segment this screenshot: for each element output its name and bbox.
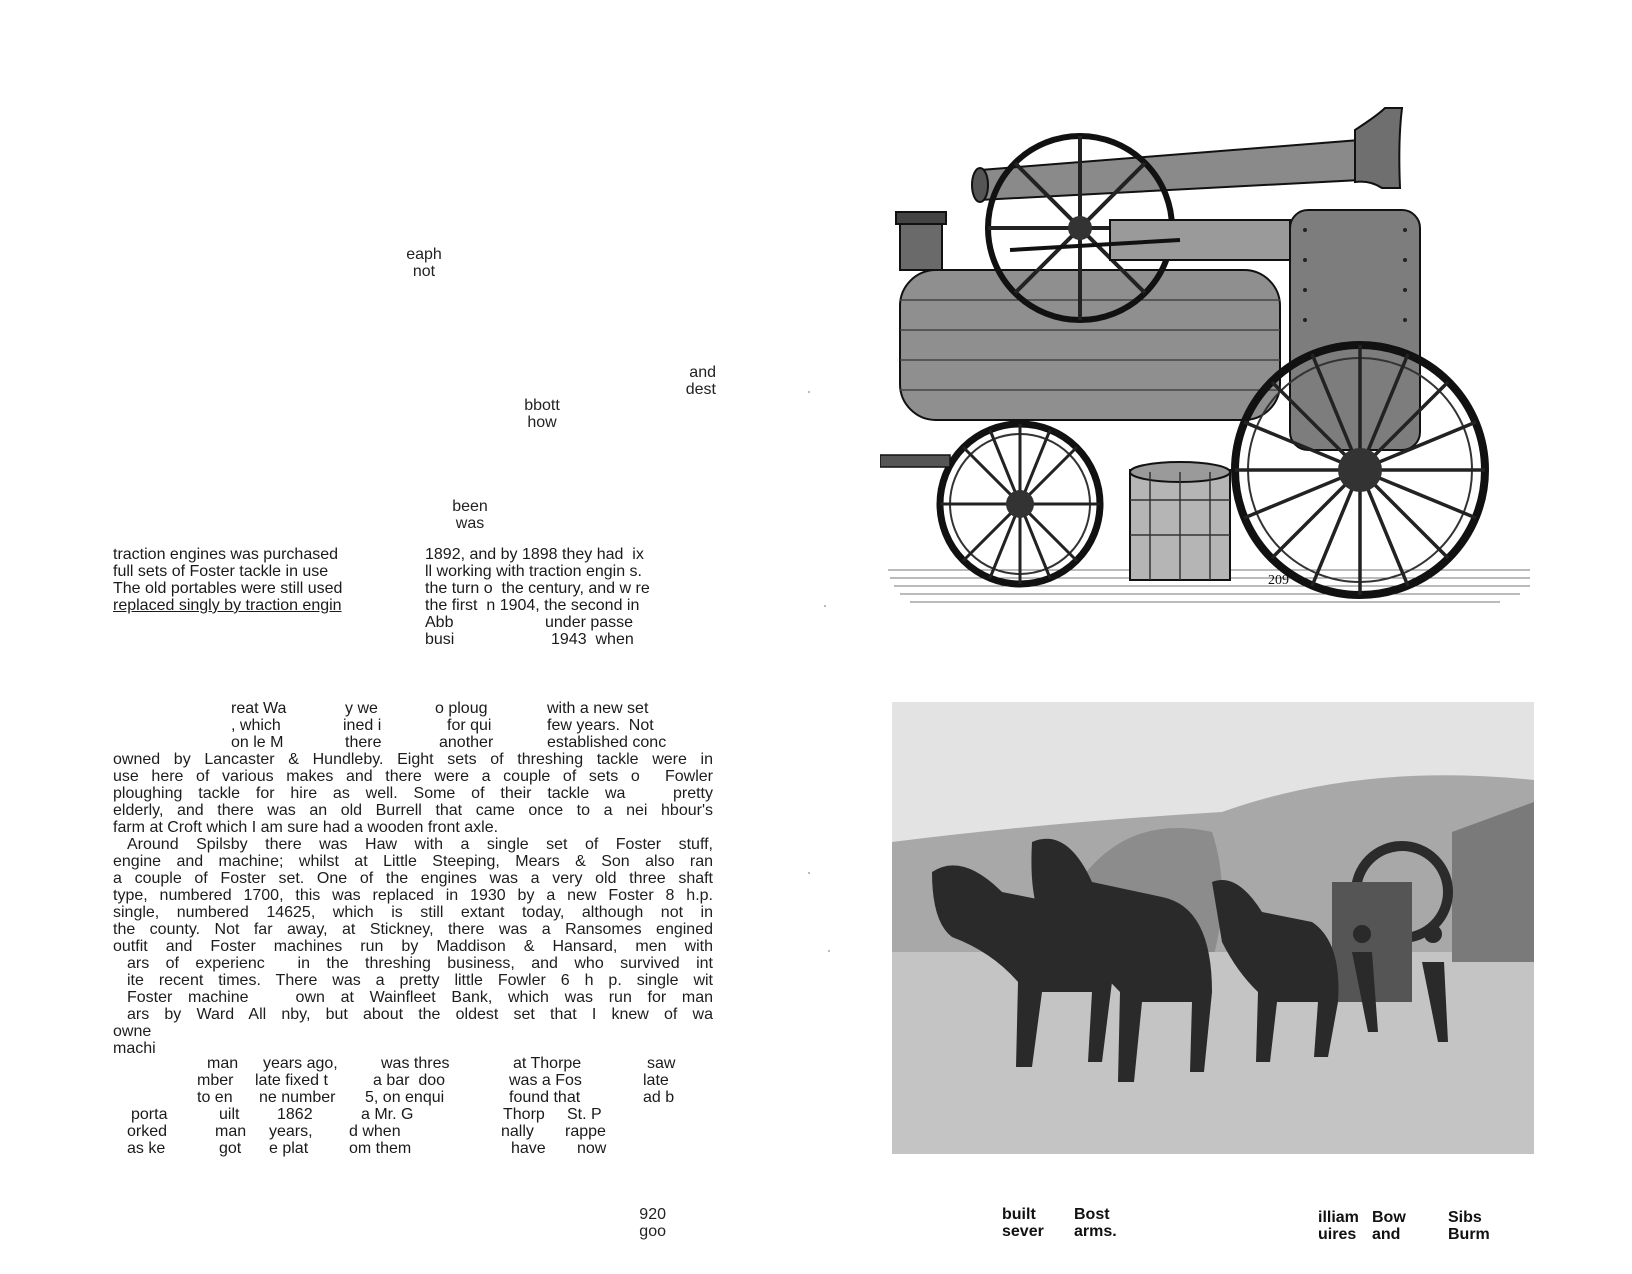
main-text: owned by Lancaster & Hundleby. Eight sets of threshing tackle were in use here of various makes and there were a couple of sets o Fowler ploughing tackle for hire as well. Some of their tackle wa pretty elderly, and there was an old Burrell that came once to a nei hbour's farm at Croft which I am sure had a wooden front axle. Around Spilsby there was Haw with a single set of Foster stuff, engine and machine; whilst at Little Steeping, Mears & Son also ran a couple of Foster set. One of the engines was a very old three shaft type, numbered 1700, this was replaced in 1930 by a new Foster 8 h.p. single, numbered 14625, which is still extant today, although not in the county. Not far away, at Stickney, there was a Ransomes engined outfit and Foster machines run by Maddison & Hansard, men with ars of experienc in the threshing business, and who survived int ite recent times. There was a pretty little Fowler 6 h p. single wit Foster machine own at Wainfleet Bank, which was run for man ars by Ward All nby, but about the oldest set that I knew of wa owne machi (113, 751, 713, 1057)
page-speck (824, 605, 826, 607)
page-speck (808, 391, 810, 393)
page-speck (808, 872, 810, 874)
photo-caption-left-2: Bost arms. (1074, 1206, 1117, 1240)
fragment-top-1: eaph not (406, 246, 442, 280)
fragment-top-3: bbott how (524, 397, 560, 431)
fragment-rows-top: reat Wa y we o ploug with a new set , which ined i for qui few years. Not on le M there another established conc (231, 700, 667, 751)
photo-caption-right-2: Bow and (1372, 1209, 1406, 1243)
page-end-fragment: 920 goo (639, 1206, 666, 1240)
photo-caption-right-1: illiam uires (1318, 1209, 1359, 1243)
photo-caption-right-3: Sibs Burm (1448, 1209, 1490, 1243)
engine-plate-number: 209 (1268, 573, 1289, 588)
two-column-block: traction engines was purchased 1892, and by 1898 they had ix full sets of Foster tackle in use ll working with traction engin s. The old portables were still used the turn o the century, and w re replaced singly by traction engin the first n 1904, the second in Abb under passe busi 1943 when (113, 546, 650, 648)
traction-engine-engraving (880, 100, 1540, 630)
fragment-rows-bottom: man years ago, was thres at Thorpe saw mber late fixed t a bar doo was a Fos late to en ne number 5, on enqui found that ad b porta uilt 1862 a Mr. G Thorp St. P orked man years, d when nally rappe as ke got e plat om them have now (127, 1055, 676, 1157)
fragment-top-4: been was (452, 498, 488, 532)
fragment-top-2: and dest (685, 364, 716, 398)
photo-caption-left-1: built sever (1002, 1206, 1044, 1240)
page-speck (828, 950, 830, 952)
horses-photograph (892, 702, 1534, 1154)
